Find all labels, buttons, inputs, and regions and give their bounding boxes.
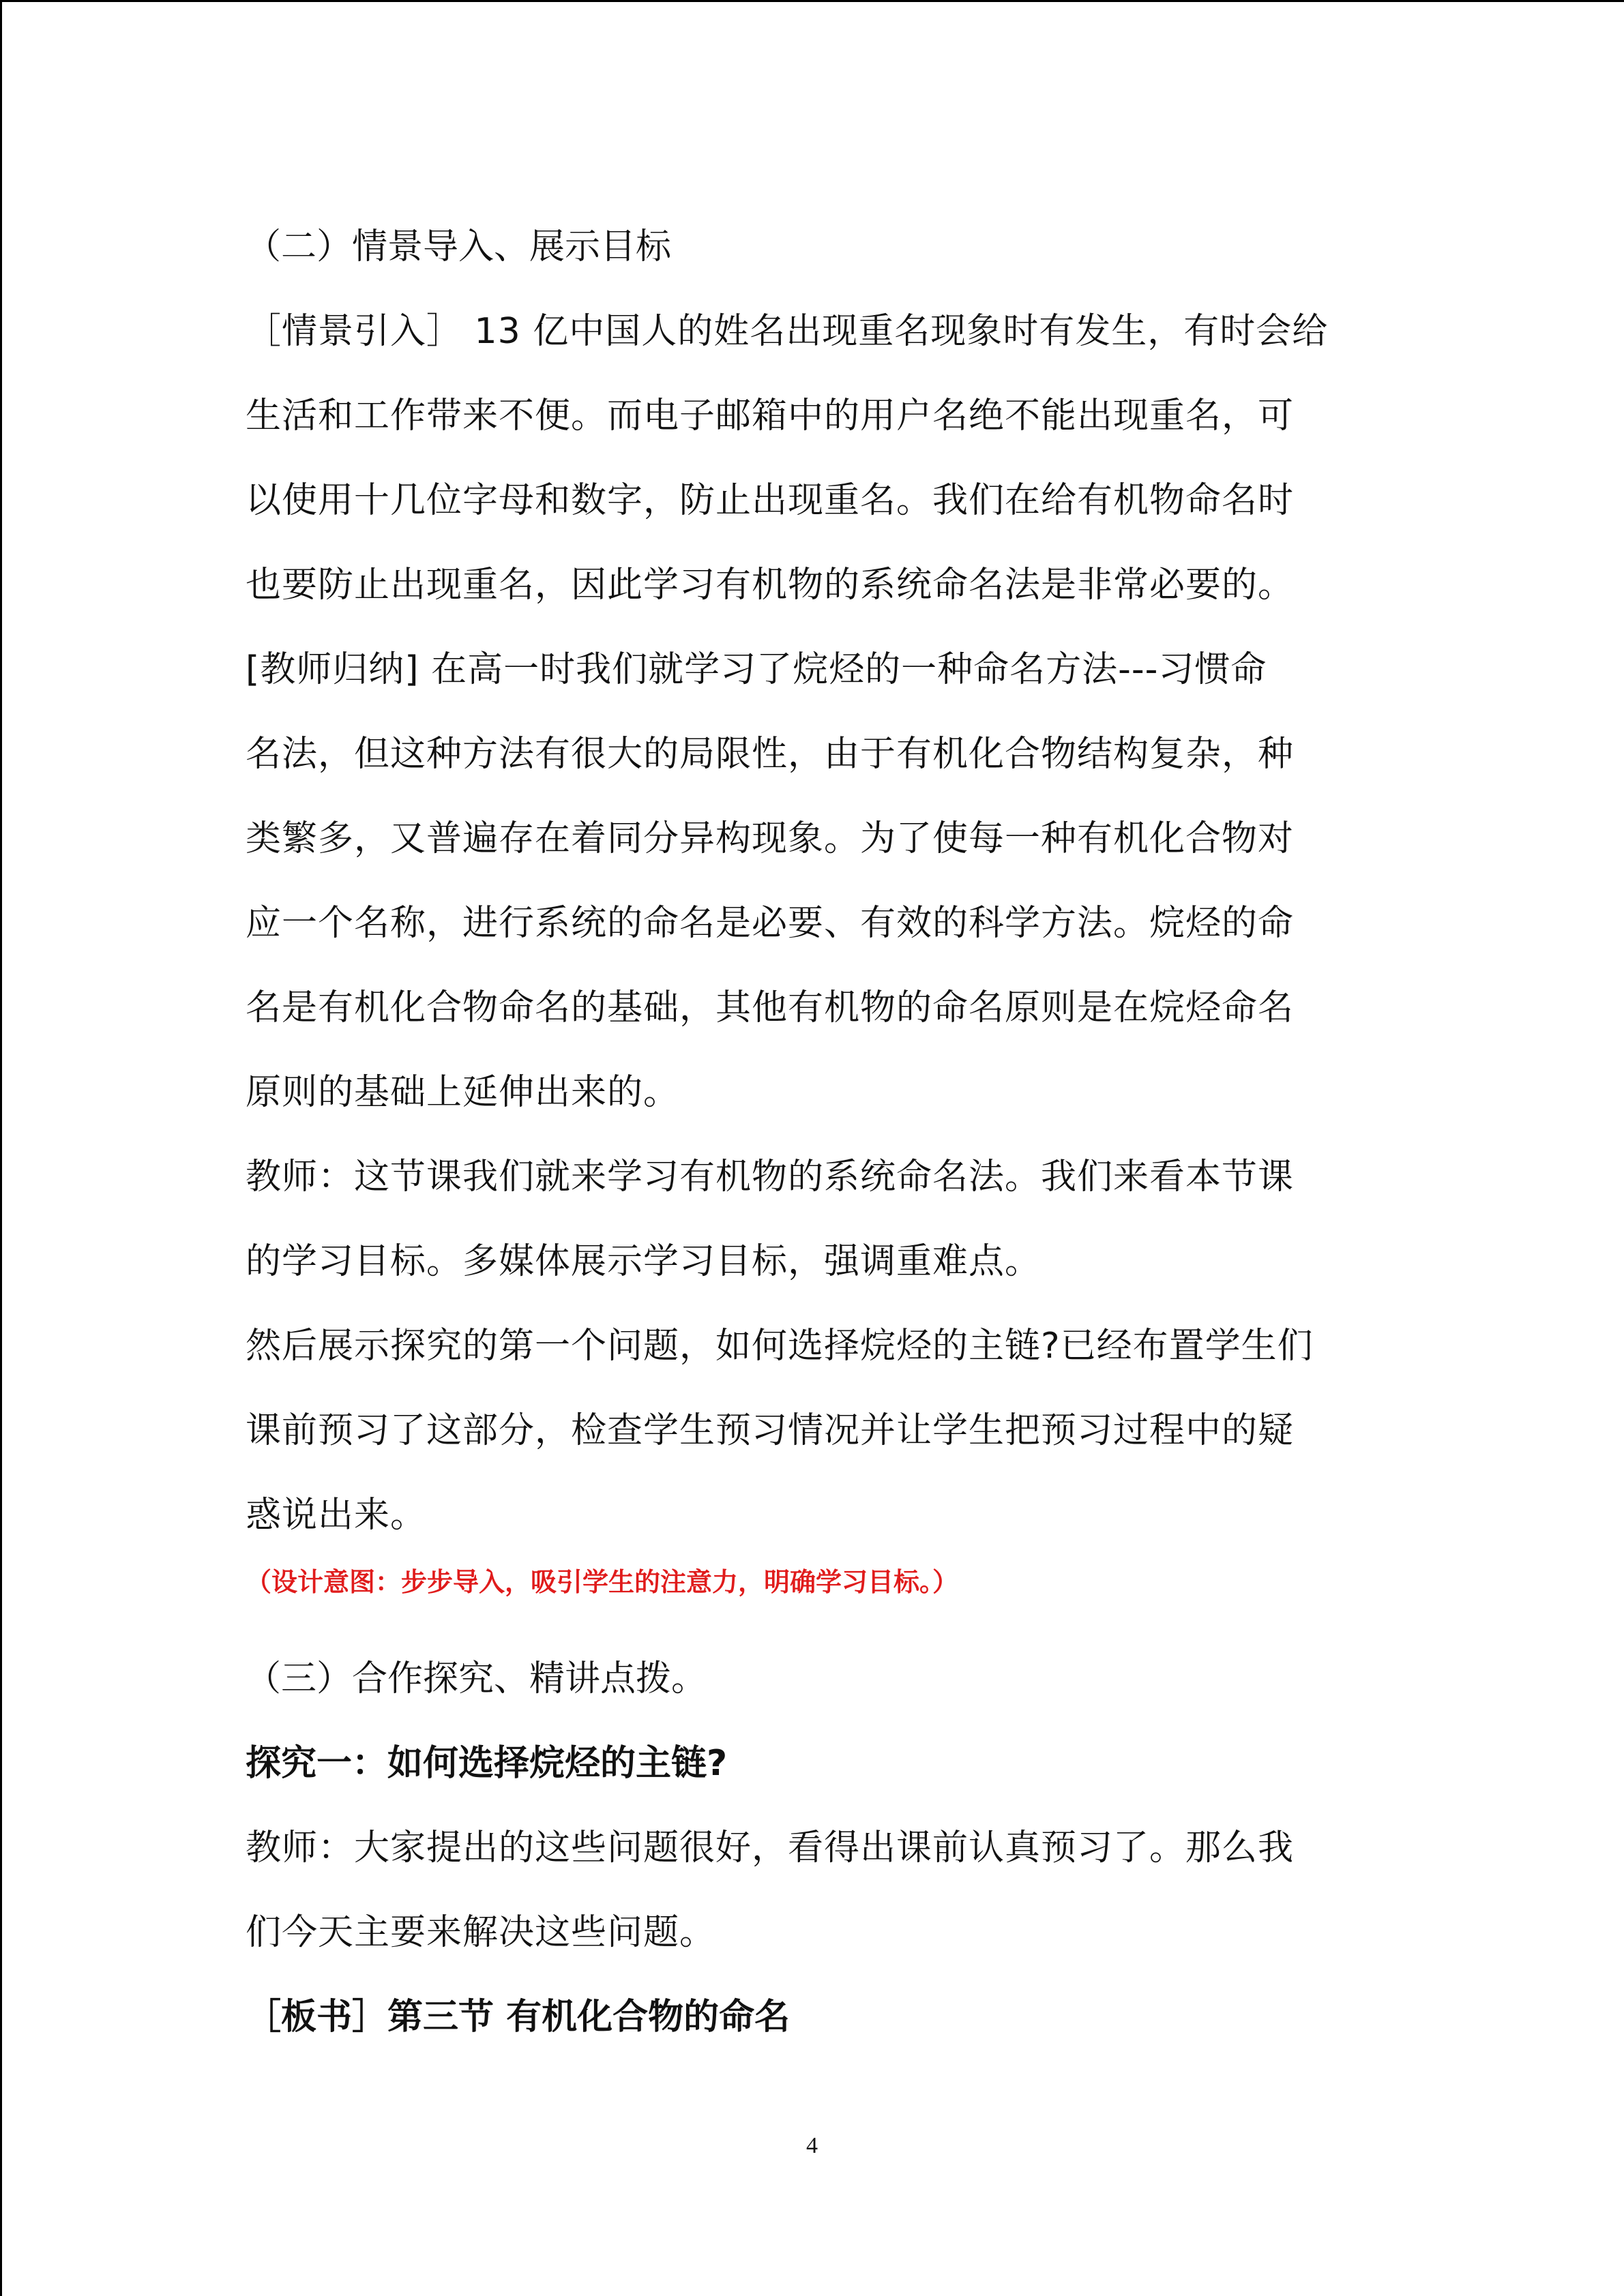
section3-heading: （三）合作探究、精讲点拨。	[246, 1658, 707, 1699]
paragraph-line: 名是有机化合物命名的基础，其他有机物的命名原则是在烷烃命名	[246, 987, 1295, 1028]
paragraph-line: 教师：这节课我们就来学习有机物的系统命名法。我们来看本节课	[246, 1157, 1295, 1197]
paragraph-line: ［情景引入］ 13 亿中国人的姓名出现重名现象时有发生，有时会给	[246, 311, 1329, 352]
paragraph-line: [教师归纳] 在高一时我们就学习了烷烃的一种命名方法---习惯命	[246, 649, 1267, 690]
paragraph-line: 应一个名称，进行系统的命名是必要、有效的科学方法。烷烃的命	[246, 903, 1295, 944]
paragraph-line: 名法，但这种方法有很大的局限性，由于有机化合物结构复杂，种	[246, 734, 1295, 775]
board-title: ［板书］第三节 有机化合物的命名	[246, 1997, 791, 2038]
paragraph-line: 的学习目标。多媒体展示学习目标，强调重难点。	[246, 1241, 1042, 1282]
paragraph-line: 们今天主要来解决这些问题。	[246, 1912, 716, 1953]
paragraph-line: 惑说出来。	[246, 1495, 427, 1536]
page-left-border	[0, 0, 2, 2296]
inquiry1-title: 探究一：如何选择烷烃的主链?	[246, 1743, 728, 1784]
design-intent-note: （设计意图：步步导入，吸引学生的注意力，明确学习目标。）	[246, 1567, 959, 1597]
paragraph-line: 也要防止出现重名，因此学习有机物的系统命名法是非常必要的。	[246, 565, 1295, 606]
paragraph-line: 课前预习了这部分，检查学生预习情况并让学生把预习过程中的疑	[246, 1410, 1295, 1451]
document-body	[246, 205, 1398, 2059]
paragraph-line: 类繁多，又普遍存在着同分异构现象。为了使每一种有机化合物对	[246, 818, 1295, 859]
page-number: 4	[806, 2133, 818, 2158]
paragraph-line: 教师：大家提出的这些问题很好，看得出课前认真预习了。那么我	[246, 1828, 1295, 1868]
teacher-summary-paragraph	[246, 627, 1398, 1135]
teacher-response-paragraph	[246, 1806, 1398, 1975]
section2-heading: （二）情景导入、展示目标	[246, 226, 672, 267]
paragraph-line: 以使用十几位字母和数字，防止出现重名。我们在给有机物命名时	[246, 480, 1295, 521]
scenario-intro-paragraph	[246, 289, 1398, 627]
inquiry-intro-paragraph	[246, 1304, 1398, 1557]
paragraph-line: 生活和工作带来不便。而电子邮箱中的用户名绝不能出现重名，可	[246, 396, 1295, 436]
teacher-paragraph	[246, 1135, 1398, 1304]
paragraph-line: 然后展示探究的第一个问题，如何选择烷烃的主链?已经布置学生们	[246, 1326, 1314, 1367]
page-top-border	[0, 0, 1624, 2]
paragraph-line: 原则的基础上延伸出来的。	[246, 1072, 680, 1113]
